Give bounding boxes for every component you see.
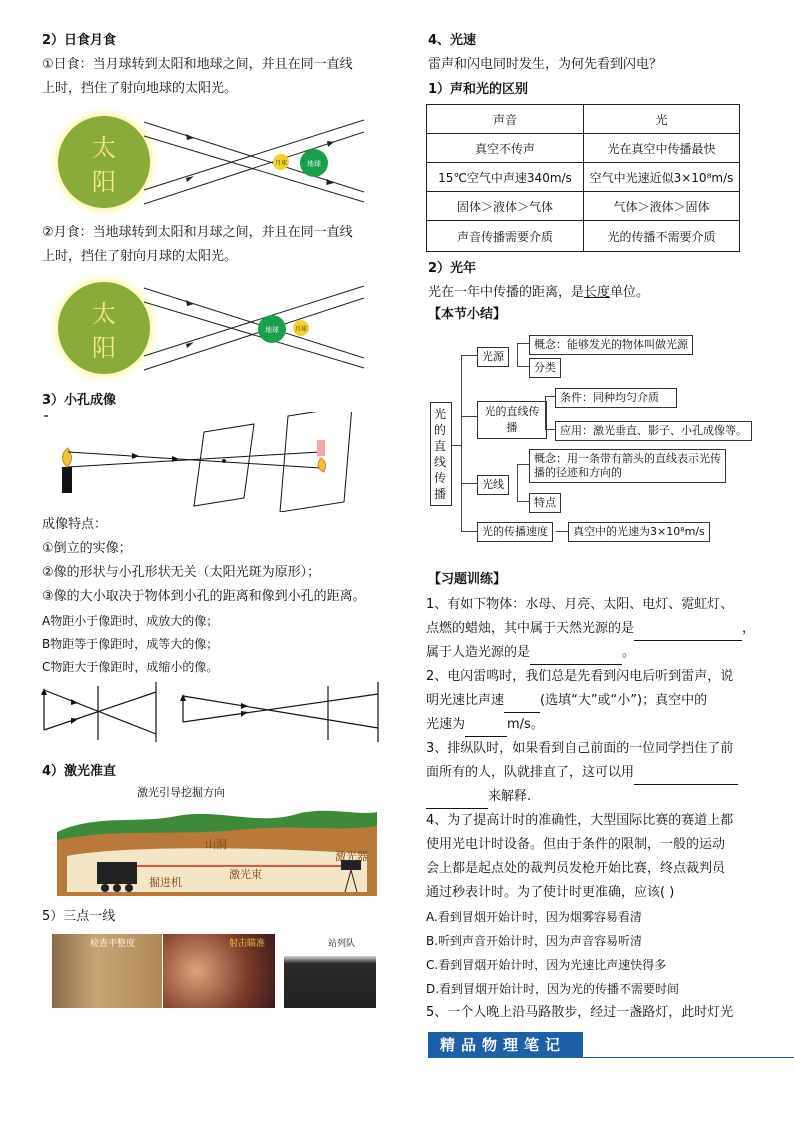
table-header: 光 [584,105,740,134]
mindmap-source-class: 分类 [529,358,561,378]
difference-heading: 1）声和光的区别 [428,82,529,97]
q1-line-3 [426,641,635,665]
sun-char-2: 阳 [92,168,116,196]
q2-line-2 [426,689,707,713]
mindmap-connector [461,531,477,532]
moon-label: 月球 [294,326,308,333]
q2-text-3a: 光速为 [426,717,466,732]
photo-lineup [284,934,376,1008]
mindmap-connector [461,355,477,356]
q3-blank[interactable] [634,766,738,785]
mindmap-connector [545,396,555,397]
sun-char-1: 太 [92,300,116,328]
table-cell: 15℃空气中声速340m/s [427,163,584,192]
q1-line-2 [426,617,755,641]
laser-beam-label: 激光束 [229,868,262,881]
q4-line-3: 会上都是起点处的裁判员发枪开始比赛，终点裁判员 [426,861,726,876]
table-cell: 固体＞液体＞气体 [427,192,584,221]
q2-text-3b: m/s。 [507,717,544,732]
mindmap-application: 应用：激光垂直、影子、小孔成像等。 [555,421,752,441]
q2-line-3 [426,713,544,737]
footer-rule [583,1057,794,1058]
distance-diagram [38,682,388,744]
mindmap-connector [517,464,529,465]
lunar-eclipse-text-2: 上时，挡住了射向月球的太阳光。 [42,249,238,264]
sound-light-table [426,104,740,252]
laser-title: 激光引导挖掘方向 [137,786,225,799]
case-c: C物距大于像距时，成缩小的像。 [42,660,219,674]
photo-leveling [52,934,162,1008]
q4-option-b[interactable]: B.听到声音开始计时，因为声音容易听清 [426,934,643,948]
mindmap-connector [461,416,477,417]
lunar-eclipse-text-1: ②月食：当地球转到太阳和月球之间，并且在同一直线 [42,225,353,240]
mindmap-connector [517,343,518,367]
q2-compare-blank[interactable] [504,694,540,713]
q4-option-c[interactable]: C.看到冒烟开始计时，因为光速比声速快得多 [426,958,667,972]
table-cell: 气体＞液体＞固体 [584,192,740,221]
q1-line-1: 1、有如下物体：水母、月亮、太阳、电灯、霓虹灯、 [426,597,734,612]
pinhole-heading: 3）小孔成像 [42,393,117,408]
laser-device-label: 激光器 [335,850,368,863]
table-header: 声音 [427,105,584,134]
q4-line-4: 通过秒表计时。为了使计时更准确，应该( ) [426,885,675,900]
q1-artificial-blank[interactable] [530,646,622,665]
q3-line-3 [426,785,531,809]
moon-label: 月球 [274,160,288,167]
mindmap-source: 光源 [477,347,509,367]
table-cell: 空气中光速近似3×10⁸m/s [584,163,740,192]
photo1-label: 检查平整度 [90,939,136,949]
mindmap-root: 光的直线传播 [430,402,452,506]
three-point-heading: 5）三点一线 [42,909,116,924]
summary-heading: 【本节小结】 [428,307,507,322]
table-row [427,192,740,221]
mindmap-straight [477,401,547,439]
mindmap-condition: 条件：同种均匀介质 [555,388,677,408]
pinhole-diagram [44,412,374,512]
laser-illustration [57,786,377,896]
sun-char-2: 阳 [92,334,116,362]
mindmap-connector [517,464,518,502]
mindmap-speed-value: 真空中的光速为3×10⁸m/s [568,522,710,542]
mindmap-connector [517,366,529,367]
laser-machine-label: 掘进机 [149,876,182,889]
mindmap-straight-label: 光的直线传播 [484,405,540,434]
q4-option-d[interactable]: D.看到冒烟开始计时，因为光的传播不需要时间 [426,982,680,996]
case-b: B物距等于像距时，成等大的像； [42,637,219,651]
q2-text-2a: 明光速比声速 [426,693,505,708]
earth-label: 地球 [265,326,279,334]
mindmap-ray-feature: 特点 [529,493,561,513]
speed-question: 雷声和闪电同时发生，为何先看到闪电？ [428,57,663,72]
mindmap-connector [517,501,529,502]
q1-text-3: 属于人造光源的是 [426,645,531,660]
laser-tunnel-label: 山洞 [205,838,227,851]
q1-text-3-end: 。 [622,645,636,660]
q4-line-2: 使用光电计时设备。但由于条件的限制，一般的运动 [426,837,726,852]
mindmap-ray: 光线 [477,475,509,495]
lightyear-text-b: 长度 [584,285,611,300]
q3-line-2 [426,761,738,785]
laser-heading: 4）激光准直 [42,764,117,779]
mindmap-ray-concept-2: 播的径迹和方向的 [534,466,622,479]
photo2-label: 射击瞄准 [229,939,266,949]
q1-natural-blank[interactable] [634,622,742,641]
mindmap-ray-concept-1: 概念：用一条带有箭头的直线表示光传 [534,452,721,465]
mindmap-connector [517,343,529,344]
q4-line-1: 4、为了提高计时的准确性，大型国际比赛的赛道上都 [426,813,734,828]
solar-eclipse-text-1: ①日食：当月球转到太阳和地球之间，并且在同一直线 [42,57,353,72]
table-row [427,221,740,252]
q1-text-2: 点燃的蜡烛，其中属于天然光源的是 [426,621,635,636]
q2-text-2b: (选填“大”或“小”)；真空中的 [540,693,708,708]
q1-text-2-end: ， [742,621,756,636]
q5-line-1: 5、一个人晚上沿马路散步，经过一盏路灯，此时灯光 [426,1005,734,1020]
earth-label: 地球 [307,160,321,168]
solar-eclipse-text-2: 上时，挡住了射向地球的太阳光。 [42,81,238,96]
sun-char-1: 太 [92,134,116,162]
mindmap-connector [461,355,462,531]
table-cell: 声音传播需要介质 [427,221,584,252]
table-row [427,134,740,163]
q4-option-a[interactable]: A.看到冒烟开始计时，因为烟雾容易看清 [426,910,642,924]
table-header-row [427,105,740,134]
q3-text-3: 来解释. [488,789,532,804]
solar-eclipse-diagram [44,106,384,218]
q3-line-1: 3、排纵队时，如果看到自己前面的一位同学挡住了前 [426,741,734,756]
lightyear-text-c: 单位。 [610,285,650,300]
mindmap-source-concept: 概念：能够发光的物体叫做光源 [529,335,693,355]
mindmap-connector [545,396,546,430]
table-cell: 光的传播不需要介质 [584,221,740,252]
q3-blank-cont[interactable] [426,790,488,809]
footer-banner: 精品物理笔记 [428,1032,583,1058]
feature-1: ①倒立的实像； [42,541,132,556]
table-row [427,163,740,192]
features-title: 成像特点： [42,517,108,532]
table-cell: 真空不传声 [427,134,584,163]
table-cell: 光在真空中传播最快 [584,134,740,163]
q2-line-1: 2、电闪雷鸣时，我们总是先看到闪电后听到雷声，说 [426,669,734,684]
photo-shooting [163,934,275,1008]
eclipse-heading: 2）日食月食 [42,33,117,48]
photo3-label: 站列队 [328,939,356,949]
mindmap-ray-concept [529,449,726,483]
q2-speed-blank[interactable] [465,718,507,737]
feature-3: ③像的大小取决于物体到小孔的距离和像到小孔的距离。 [42,589,366,604]
q3-text-2: 面所有的人，队就排直了，这可以用 [426,765,635,780]
lightyear-text-a: 光在一年中传播的距离，是 [428,285,585,300]
mindmap-connector [556,531,568,532]
mindmap-connector [545,429,555,430]
exercise-heading: 【习题训练】 [428,572,507,587]
lightyear-text [428,281,649,305]
mindmap-connector [461,483,477,484]
mindmap-speed: 光的传播速度 [477,522,553,542]
lunar-eclipse-diagram [44,272,384,384]
case-a: A物距小于像距时，成放大的像； [42,614,219,628]
lightyear-heading: 2）光年 [428,261,477,276]
feature-2: ②像的形状与小孔形状无关（太阳光斑为原形）； [42,565,321,580]
speed-heading: 4、光速 [428,33,477,48]
